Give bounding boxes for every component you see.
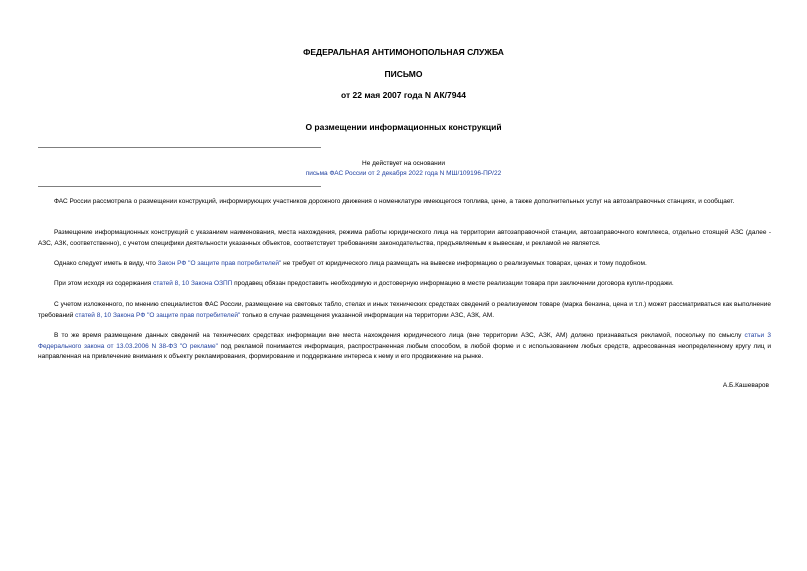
paragraph-2: Размещение информационных конструкций с указанием наименования, места нахождения, режима работы юридического лица на территории автозаправочной станции, автозаправочного комплекса, отдельно стоящей АЗС (далее - АЗС, АЗК, соответственно), с учетом специфики деятельности указанных объектов, соответствует требованиям законодательства, предъявляемым к вывескам, и рекламой не является. bbox=[38, 229, 771, 247]
paragraph-4-text-b: продавец обязан предоставить необходимую и достоверную информацию в месте реализации товара при заключении договора купли-продажи. bbox=[232, 280, 674, 287]
paragraph-4 bbox=[38, 279, 771, 290]
repeal-letter-link[interactable]: письма ФАС России от 2 декабря 2022 года N МШ/109196-ПР/22 bbox=[305, 170, 502, 177]
paragraph-3-text-b: не требует от юридического лица размещать на вывеске информацию о реализуемых товарах, ценах и тому подобном. bbox=[281, 260, 647, 267]
paragraph-6-text-b: под рекламой понимается информация, распространенная любым способом, в любой форме и с использованием любых средств, адресованная неопределенному кругу лиц и направленная на привлечение внимания к объекту рекламирования, формирование и поддержание интереса к нему и его продвижение на рынке. bbox=[38, 342, 772, 360]
document-date: от 22 мая 2007 года N АК/7944 bbox=[341, 90, 466, 100]
signature: А.Б.Кашеваров bbox=[722, 382, 769, 389]
paragraph-1: ФАС России рассмотрела о размещении конструкций, информирующих участников дорожного движения о номенклатуре имеющегося топлива, цене, а также дополнительных услуг на автозаправочных станциях, и сообщает. bbox=[54, 198, 735, 205]
top-divider bbox=[38, 147, 321, 148]
paragraph-5 bbox=[38, 300, 771, 321]
document-type: ПИСЬМО bbox=[384, 69, 423, 79]
bottom-divider bbox=[38, 186, 321, 187]
paragraph-3-text-a: Однако следует иметь в виду, что bbox=[54, 260, 158, 267]
status-notice-link-line bbox=[0, 170, 807, 177]
paragraph-5-text-b: только в случае размещения указанной информации на территории АЗС, АЗК, АМ. bbox=[240, 311, 495, 319]
status-notice: Не действует на основании bbox=[362, 160, 445, 167]
consumer-law-articles-link[interactable]: статей 8, 10 Закона РФ "О защите прав потребителей" bbox=[75, 311, 241, 319]
paragraph-4-text-a: При этом исходя из содержания bbox=[54, 280, 154, 287]
advertising-law-link[interactable]: статьи 3 Федерального закона от 13.03.2006 N 38-ФЗ "О рекламе" bbox=[38, 332, 771, 350]
agency-name: ФЕДЕРАЛЬНАЯ АНТИМОНОПОЛЬНАЯ СЛУЖБА bbox=[303, 47, 504, 57]
paragraph-5-text-a: С учетом изложенного, по мнению специалистов ФАС России, размещение на световых табло, стелах и иных технических средствах сведений о реализуемом товаре (марка бензина, цена и т.п.) может рассматриваться как выполнение требований bbox=[38, 301, 771, 319]
document-subject: О размещении информационных конструкций bbox=[305, 122, 502, 132]
consumer-protection-law-link[interactable]: Закон РФ "О защите прав потребителей" bbox=[157, 260, 282, 267]
paragraph-6-text-a: В то же время размещение данных сведений на технических средствах информации вне места нахождения юридического лица (вне территории АЗС, АЗК, АМ) должно признаваться рекламой, поскольку по смыслу bbox=[54, 332, 745, 339]
ozpp-articles-link[interactable]: статей 8, 10 Закона ОЗПП bbox=[153, 280, 233, 287]
paragraph-6 bbox=[38, 331, 771, 363]
paragraph-3 bbox=[38, 259, 771, 270]
